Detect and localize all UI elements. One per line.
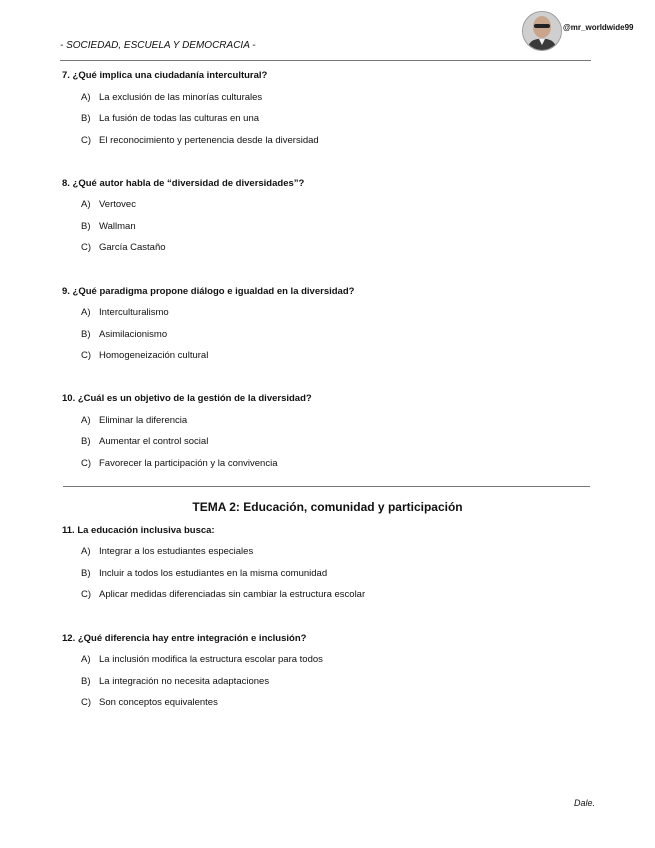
document-title: - SOCIEDAD, ESCUELA Y DEMOCRACIA -: [60, 40, 256, 51]
option-10b: [81, 436, 208, 447]
option-7b: [81, 113, 259, 124]
question-8: 8. ¿Qué autor habla de “diversidad de diversidades”?: [62, 178, 305, 189]
option-letter: B): [81, 676, 91, 687]
option-text: Vertovec: [99, 199, 136, 210]
option-letter: C): [81, 458, 92, 469]
option-text: La exclusión de las minorías culturales: [99, 92, 263, 103]
question-11: 11. La educación inclusiva busca:: [62, 525, 215, 536]
social-handle: @mr_worldwide99: [563, 23, 634, 32]
option-text: Eliminar la diferencia: [99, 415, 188, 426]
option-8a: [81, 199, 136, 210]
option-letter: B): [81, 568, 91, 579]
option-11a: [81, 546, 253, 557]
option-text: Interculturalismo: [99, 307, 169, 318]
option-text: Incluir a todos los estudiantes en la misma comunidad: [99, 568, 328, 579]
option-letter: C): [81, 135, 92, 146]
question-9: 9. ¿Qué paradigma propone diálogo e igualdad en la diversidad?: [62, 286, 355, 297]
option-letter: A): [81, 654, 91, 665]
option-text: Favorecer la participación y la convivencia: [99, 458, 278, 469]
option-text: El reconocimiento y pertenencia desde la diversidad: [99, 135, 319, 146]
question-12: 12. ¿Qué diferencia hay entre integración e inclusión?: [62, 633, 307, 644]
option-letter: B): [81, 436, 91, 447]
option-letter: C): [81, 589, 92, 600]
option-letter: C): [81, 350, 92, 361]
footer-text: Dale.: [574, 798, 596, 808]
option-10c: [81, 458, 277, 469]
option-text: García Castaño: [99, 242, 166, 253]
option-9a: [81, 307, 169, 318]
option-text: Aplicar medidas diferenciadas sin cambiar la estructura escolar: [99, 589, 366, 600]
option-9b: [81, 329, 167, 340]
option-text: Son conceptos equivalentes: [99, 697, 218, 708]
option-text: Asimilacionismo: [99, 329, 168, 340]
option-letter: C): [81, 242, 92, 253]
option-letter: B): [81, 221, 91, 232]
option-8b: [81, 221, 136, 232]
option-text: La integración no necesita adaptaciones: [99, 676, 270, 687]
section-title: TEMA 2: Educación, comunidad y participación: [192, 500, 463, 514]
option-text: Integrar a los estudiantes especiales: [99, 546, 254, 557]
option-letter: A): [81, 92, 91, 103]
option-text: La fusión de todas las culturas en una: [99, 113, 260, 124]
option-11c: [81, 589, 365, 600]
question-10: 10. ¿Cuál es un objetivo de la gestión de la diversidad?: [62, 393, 312, 404]
option-12c: [81, 697, 218, 708]
avatar: [522, 11, 562, 51]
option-letter: B): [81, 113, 91, 124]
option-9c: [81, 350, 208, 361]
option-letter: B): [81, 329, 91, 340]
option-text: Wallman: [99, 221, 136, 232]
option-text: Aumentar el control social: [99, 436, 209, 447]
option-text: Homogeneización cultural: [99, 350, 209, 361]
option-letter: A): [81, 415, 91, 426]
option-10a: [81, 415, 187, 426]
option-7a: [81, 92, 262, 103]
option-letter: A): [81, 546, 91, 557]
option-12b: [81, 676, 269, 687]
option-7c: [81, 135, 319, 146]
header-divider: [60, 60, 591, 61]
option-letter: A): [81, 307, 91, 318]
option-11b: [81, 568, 327, 579]
section-divider: [63, 486, 590, 487]
option-8c: [81, 242, 166, 253]
option-letter: A): [81, 199, 91, 210]
option-12a: [81, 654, 323, 665]
option-text: La inclusión modifica la estructura escolar para todos: [99, 654, 323, 665]
question-7: 7. ¿Qué implica una ciudadanía intercultural?: [62, 70, 268, 81]
profile-photo-icon: [523, 12, 561, 50]
option-letter: C): [81, 697, 92, 708]
